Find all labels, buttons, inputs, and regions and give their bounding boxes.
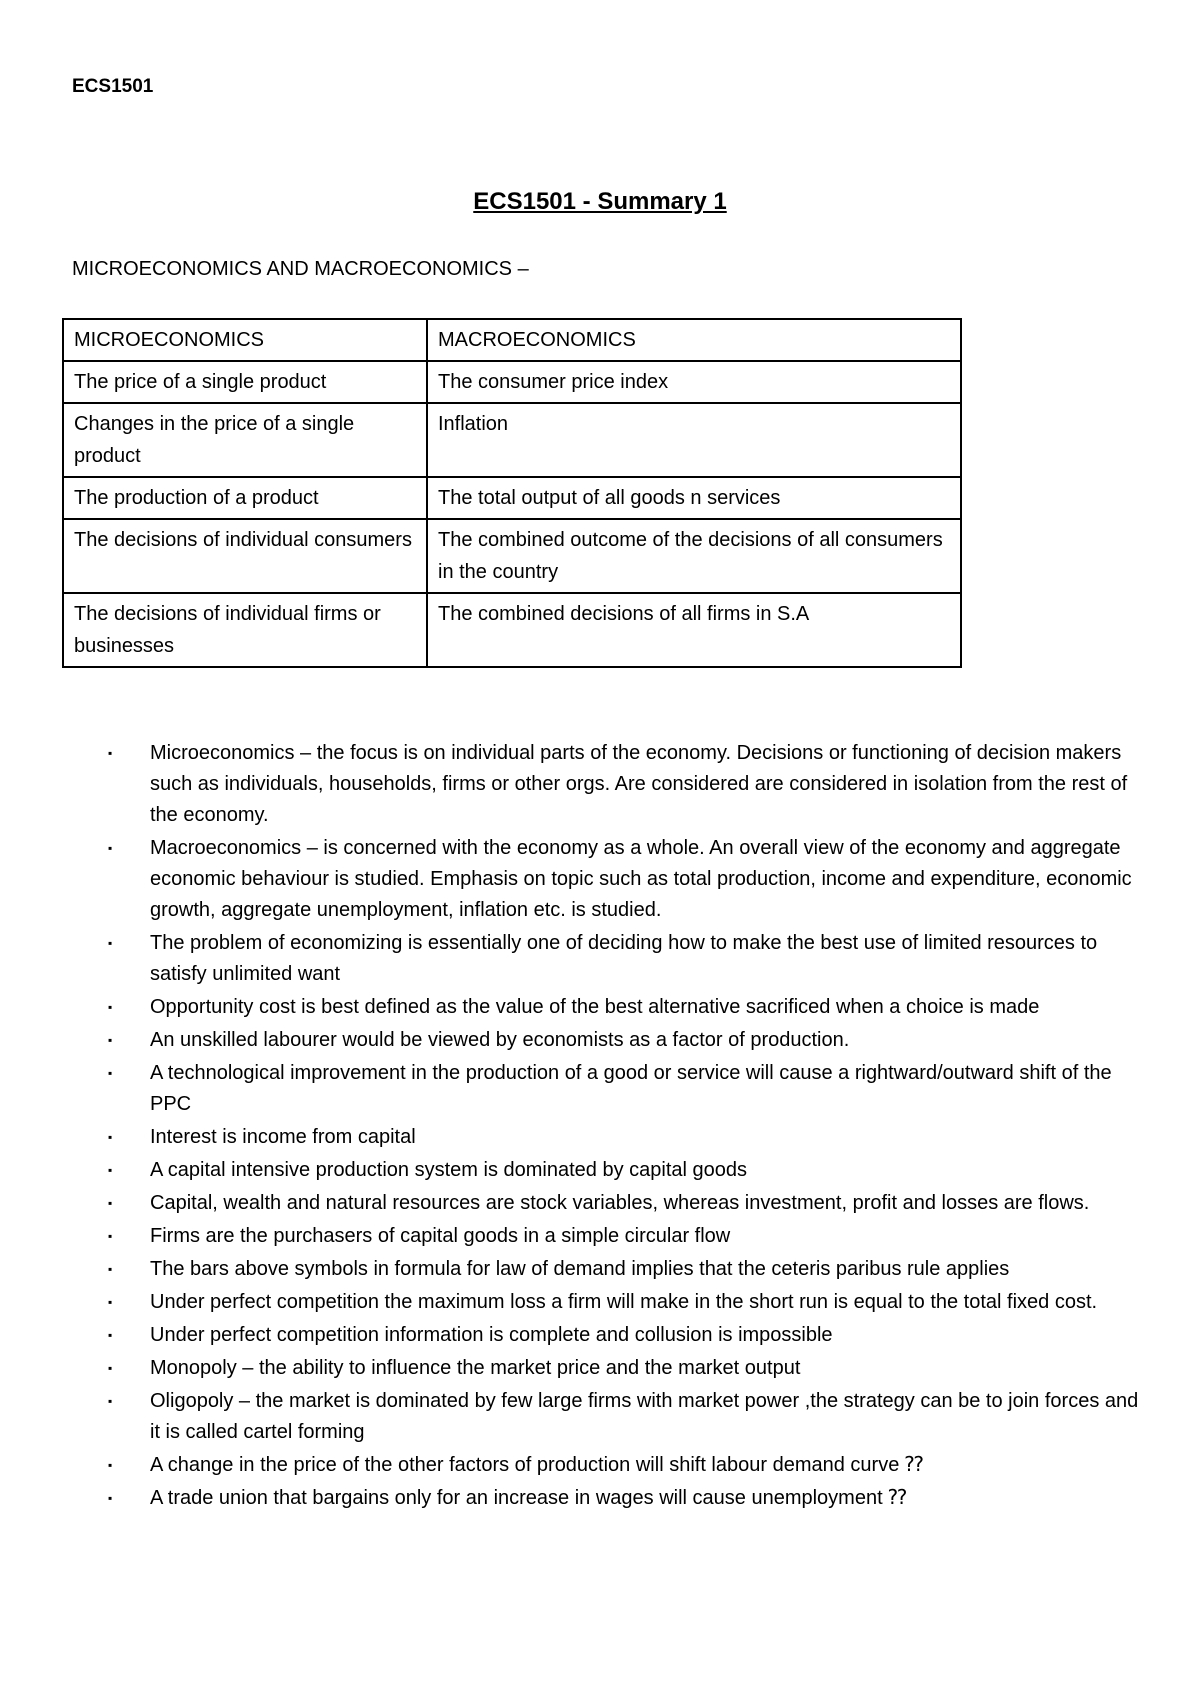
- bullet-icon: ▪: [108, 1394, 113, 1408]
- bullet-icon: ▪: [108, 1458, 113, 1472]
- bullet-icon: ▪: [108, 1033, 113, 1047]
- table-cell: The consumer price index: [427, 361, 961, 403]
- list-item: [100, 833, 1140, 926]
- table-cell: The decisions of individual consumers: [63, 519, 427, 593]
- column-header-macro: MACROECONOMICS: [427, 319, 961, 361]
- column-header-micro: MICROECONOMICS: [63, 319, 427, 361]
- table-row: [63, 519, 961, 593]
- table-row: [63, 361, 961, 403]
- list-item: [100, 1025, 1140, 1056]
- list-item: [100, 1188, 1140, 1219]
- list-item: [100, 1122, 1140, 1153]
- table-cell: The production of a product: [63, 477, 427, 519]
- list-item-text: Interest is income from capital: [150, 1126, 416, 1148]
- table-row: [63, 477, 961, 519]
- list-item-text: Capital, wealth and natural resources are stock variables, whereas investment, profit and losses are flows.: [150, 1192, 1090, 1214]
- bullet-list: [100, 738, 1140, 1516]
- table-cell: The combined decisions of all firms in S.A: [427, 593, 961, 667]
- list-item: [100, 1221, 1140, 1252]
- list-item: [100, 1155, 1140, 1186]
- bullet-icon: ▪: [108, 1229, 113, 1243]
- document-title-text: ECS1501 - Summary 1: [473, 188, 727, 215]
- list-item: [100, 1254, 1140, 1285]
- table-cell: The combined outcome of the decisions of all consumers in the country: [427, 519, 961, 593]
- comparison-table: [62, 318, 962, 668]
- list-item-text: The bars above symbols in formula for law of demand implies that the ceteris paribus rule applies: [150, 1258, 1010, 1280]
- list-item-text: The problem of economizing is essentially one of deciding how to make the best use of limited resources to satisfy unlimited want: [150, 932, 1098, 985]
- list-item: [100, 1058, 1140, 1120]
- list-item: [100, 928, 1140, 990]
- document-title: [0, 188, 1200, 216]
- list-item-text: An unskilled labourer would be viewed by economists as a factor of production.: [150, 1029, 850, 1051]
- list-item: [100, 992, 1140, 1023]
- table-row: [63, 593, 961, 667]
- section-heading: MICROECONOMICS AND MACROECONOMICS –: [72, 258, 529, 280]
- table-header-row: [63, 319, 961, 361]
- list-item-text: Firms are the purchasers of capital goods in a simple circular flow: [150, 1225, 731, 1247]
- bullet-icon: ▪: [108, 1295, 113, 1309]
- table-row: [63, 403, 961, 477]
- running-header: ECS1501: [72, 76, 154, 97]
- list-item: [100, 738, 1140, 831]
- table-cell: Changes in the price of a single product: [63, 403, 427, 477]
- bullet-icon: ▪: [108, 1066, 113, 1080]
- list-item-text: Microeconomics – the focus is on individual parts of the economy. Decisions or functioning of decision makers such as individuals, households, firms or other orgs. Are considered are considered in isolation from the rest of the economy.: [150, 742, 1128, 826]
- list-item-text: Monopoly – the ability to influence the market price and the market output: [150, 1357, 801, 1379]
- bullet-icon: ▪: [108, 1000, 113, 1014]
- list-item: [100, 1320, 1140, 1351]
- list-item-text: A change in the price of the other factors of production will shift labour demand curve ⁇: [150, 1454, 924, 1476]
- list-item-text: A capital intensive production system is dominated by capital goods: [150, 1159, 748, 1181]
- bullet-icon: ▪: [108, 1163, 113, 1177]
- list-item: [100, 1450, 1140, 1481]
- list-item: [100, 1386, 1140, 1448]
- table-cell: Inflation: [427, 403, 961, 477]
- bullet-icon: ▪: [108, 841, 113, 855]
- list-item: [100, 1483, 1140, 1514]
- bullet-icon: ▪: [108, 1328, 113, 1342]
- table-cell: The decisions of individual firms or businesses: [63, 593, 427, 667]
- list-item: [100, 1287, 1140, 1318]
- list-item: [100, 1353, 1140, 1384]
- bullet-icon: ▪: [108, 1361, 113, 1375]
- bullet-icon: ▪: [108, 1491, 113, 1505]
- bullet-icon: ▪: [108, 1196, 113, 1210]
- bullet-icon: ▪: [108, 1130, 113, 1144]
- table-cell: The total output of all goods n services: [427, 477, 961, 519]
- list-item-text: Macroeconomics – is concerned with the economy as a whole. An overall view of the economy and aggregate economic behaviour is studied. Emphasis on topic such as total production, income and expenditure, economic growth, aggregate unemployment, inflation etc. is studied.: [150, 837, 1132, 921]
- list-item-text: Opportunity cost is best defined as the value of the best alternative sacrificed when a choice is made: [150, 996, 1040, 1018]
- list-item-text: A technological improvement in the production of a good or service will cause a rightward/outward shift of the PPC: [150, 1062, 1112, 1115]
- bullet-icon: ▪: [108, 936, 113, 950]
- list-item-text: Oligopoly – the market is dominated by few large firms with market power ,the strategy can be to join forces and it is called cartel forming: [150, 1390, 1139, 1443]
- bullet-icon: ▪: [108, 1262, 113, 1276]
- list-item-text: A trade union that bargains only for an increase in wages will cause unemployment ⁇: [150, 1487, 907, 1509]
- bullet-icon: ▪: [108, 746, 113, 760]
- list-item-text: Under perfect competition information is complete and collusion is impossible: [150, 1324, 833, 1346]
- list-item-text: Under perfect competition the maximum loss a firm will make in the short run is equal to the total fixed cost.: [150, 1291, 1098, 1313]
- table-cell: The price of a single product: [63, 361, 427, 403]
